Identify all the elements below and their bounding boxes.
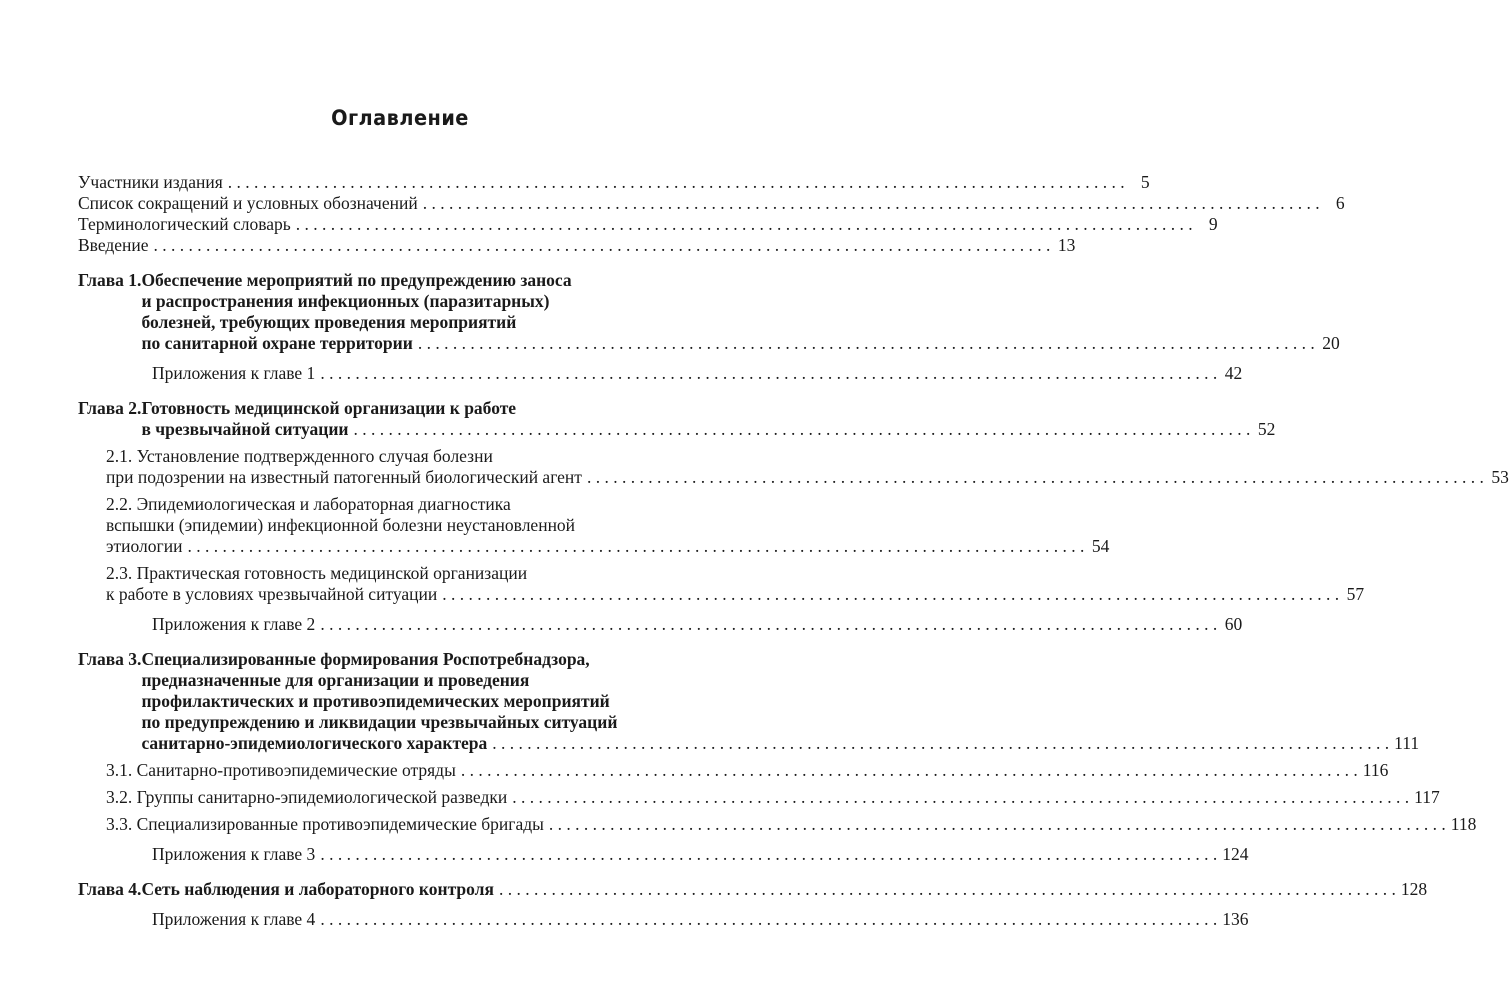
dot-leader [423, 193, 1320, 214]
section-title-line: 2.1. Установление подтвержденного случая болезни [106, 446, 493, 466]
chapter-3[interactable] [78, 649, 1420, 754]
dot-leader [418, 333, 1315, 354]
toc-entry[interactable] [78, 172, 1150, 193]
dot-leader [320, 363, 1217, 384]
appendix-entry[interactable] [152, 909, 1249, 930]
section-entry[interactable] [106, 446, 1509, 488]
section-title-line: вспышки (эпидемии) инфекционной болезни неустановленной [106, 515, 576, 535]
dot-leader [320, 909, 1217, 930]
dot-leader [228, 172, 1125, 193]
section-page: 57 [1346, 584, 1365, 604]
toc-entry-label: Участники издания [78, 172, 223, 192]
toc-entry[interactable] [78, 214, 1218, 235]
page-title: Оглавление [331, 106, 469, 130]
section-title-line: к работе в условиях чрезвычайной ситуации [106, 584, 438, 604]
chapter-page: 52 [1257, 419, 1276, 439]
section-title-line: 3.2. Группы санитарно-эпидемиологической разведки [106, 787, 508, 807]
chapter-title-line: Сеть наблюдения и лабораторного контроля [141, 879, 494, 899]
section-page: 53 [1491, 467, 1509, 487]
section-title-line: при подозрении на известный патогенный биологический агент [106, 467, 582, 487]
dot-leader [549, 814, 1446, 835]
section-title-line: 2.2. Эпидемиологическая и лабораторная диагностика [106, 494, 511, 514]
chapter-title-line: болезней, требующих проведения мероприятий [141, 312, 517, 332]
chapter-title-line: Обеспечение мероприятий по предупреждению заноса [141, 270, 572, 290]
toc-entry-page: 9 [1208, 214, 1218, 234]
appendix-page: 60 [1224, 614, 1243, 634]
appendix-label: Приложения к главе 1 [152, 363, 316, 383]
chapter-title-line: Готовность медицинской организации к работе [141, 398, 517, 418]
section-entry[interactable] [106, 494, 1110, 557]
dot-leader [296, 214, 1193, 235]
dot-leader [461, 760, 1358, 781]
chapter-title-line: в чрезвычайной ситуации [141, 419, 349, 439]
chapter-title-line: и распространения инфекционных (паразитарных) [141, 291, 550, 311]
section-page: 116 [1362, 760, 1389, 780]
toc-entry-label: Терминологический словарь [78, 214, 291, 234]
chapter-label: Глава 4. [78, 879, 142, 899]
chapter-title-line: по предупреждению и ликвидации чрезвычайных ситуаций [141, 712, 618, 732]
appendix-label: Приложения к главе 2 [152, 614, 316, 634]
chapter-4[interactable] [78, 879, 1428, 900]
front-matter [78, 172, 1345, 256]
chapter-title-line: Специализированные формирования Роспотребнадзора, [141, 649, 590, 669]
appendix-page: 136 [1222, 909, 1249, 929]
section-title-line: этиологии [106, 536, 183, 556]
dot-leader [320, 614, 1217, 635]
toc-entry[interactable] [78, 235, 1076, 256]
appendix-entry[interactable] [152, 363, 1243, 384]
appendix-page: 42 [1224, 363, 1243, 383]
chapter-label: Глава 2. [78, 398, 142, 418]
section-page: 117 [1414, 787, 1440, 807]
section-title-line: 2.3. Практическая готовность медицинской организации [106, 563, 528, 583]
dot-leader [187, 536, 1084, 557]
section-entry[interactable] [106, 787, 1440, 808]
dot-leader [492, 733, 1389, 754]
section-entry[interactable] [106, 563, 1365, 605]
chapter-2[interactable] [78, 398, 1276, 440]
dot-leader [354, 419, 1251, 440]
dot-leader [154, 235, 1051, 256]
chapter-title-line: профилактических и противоэпидемических мероприятий [141, 691, 610, 711]
dot-leader [587, 467, 1484, 488]
dot-leader [442, 584, 1339, 605]
chapter-page: 128 [1400, 879, 1428, 899]
toc-entry-page: 13 [1057, 235, 1076, 255]
chapter-page: 111 [1394, 733, 1420, 753]
appendix-label: Приложения к главе 3 [152, 844, 316, 864]
toc-entry[interactable] [78, 193, 1345, 214]
section-page: 54 [1091, 536, 1110, 556]
dot-leader [320, 844, 1217, 865]
chapter-label: Глава 1. [78, 270, 142, 290]
appendix-entry[interactable] [152, 614, 1243, 635]
toc-entry-label: Список сокращений и условных обозначений [78, 193, 418, 213]
chapter-label: Глава 3. [78, 649, 142, 669]
section-title-line: 3.3. Специализированные противоэпидемические бригады [106, 814, 544, 834]
toc-entry-label: Введение [78, 235, 149, 255]
section-page: 118 [1450, 814, 1477, 834]
chapter-1[interactable] [78, 270, 1340, 354]
dot-leader [512, 787, 1409, 808]
table-of-contents [78, 172, 1509, 930]
toc-entry-page: 6 [1335, 193, 1345, 213]
chapter-title-line: санитарно-эпидемиологического характера [141, 733, 488, 753]
appendix-page: 124 [1222, 844, 1249, 864]
appendix-label: Приложения к главе 4 [152, 909, 316, 929]
appendix-entry[interactable] [152, 844, 1249, 865]
chapter-page: 20 [1322, 333, 1340, 353]
section-entry[interactable] [106, 814, 1477, 835]
chapter-title-line: предназначенные для организации и проведения [141, 670, 530, 690]
dot-leader [499, 879, 1396, 900]
chapter-title-line: по санитарной охране территории [141, 333, 413, 353]
section-entry[interactable] [106, 760, 1389, 781]
toc-entry-page: 5 [1140, 172, 1150, 192]
section-title-line: 3.1. Санитарно-противоэпидемические отряды [106, 760, 456, 780]
